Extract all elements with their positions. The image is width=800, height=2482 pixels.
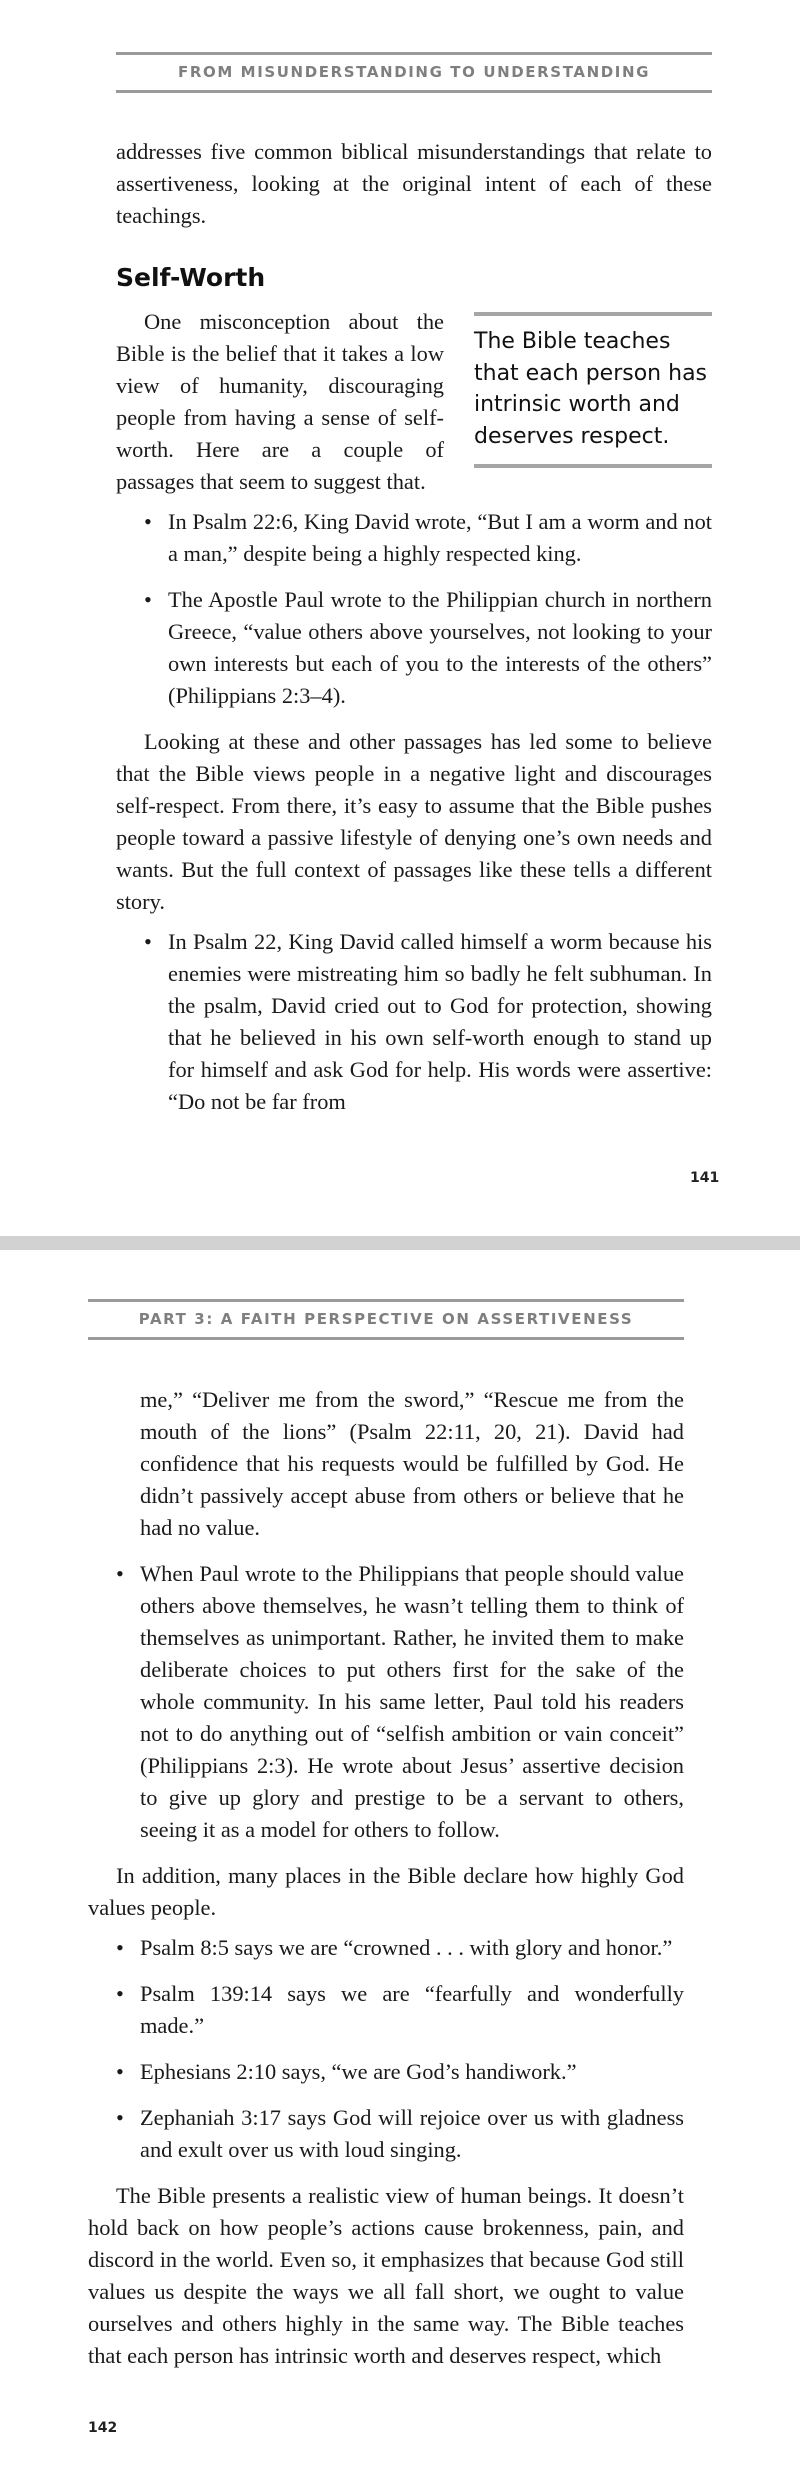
list-item-text: In Psalm 22, King David called himself a worm because his enemies were mistreating him so badly he felt subhuman. In the psalm, David cried out to God for protection, showing that he believed in his own self-worth enough to stand up for himself and ask God for help. His words were assertive: “Do not be far from	[168, 929, 712, 1114]
bullet-list	[88, 1558, 684, 1846]
running-head: FROM MISUNDERSTANDING TO UNDERSTANDING	[116, 52, 712, 93]
page-142	[0, 1250, 800, 2482]
intro-paragraph: addresses five common biblical misunderstandings that relate to assertiveness, looking at the original intent of each of these teachings.	[116, 139, 712, 228]
page-141	[0, 0, 800, 1236]
bullet-list	[116, 506, 712, 712]
list-item	[116, 584, 712, 712]
list-item-text: In Psalm 22:6, King David wrote, “But I am a worm and not a man,” despite being a highly respected king.	[168, 509, 712, 566]
bullet-glyph: •	[144, 587, 152, 612]
list-item	[88, 1978, 684, 2042]
bullet-list	[116, 926, 712, 1118]
bullet-glyph: •	[144, 929, 152, 954]
body-paragraph: In addition, many places in the Bible declare how highly God values people.	[88, 1863, 684, 1920]
list-item-text: Psalm 139:14 says we are “fearfully and wonderfully made.”	[140, 1981, 684, 2038]
running-head: PART 3: A FAITH PERSPECTIVE ON ASSERTIVENESS	[88, 1299, 684, 1340]
list-item	[88, 1932, 684, 1964]
body-paragraph: The Bible presents a realistic view of human beings. It doesn’t hold back on how people’s actions cause brokenness, pain, and discord in the world. Even so, it emphasizes that because God still values us despite the ways we all fall short, we ought to value ourselves and others highly in the same way. The Bible teaches that each person has intrinsic worth and deserves respect, which	[88, 2183, 684, 2368]
page-divider	[0, 1236, 800, 1250]
page-body	[88, 1384, 684, 2372]
page-number: 141	[690, 1170, 720, 1186]
continuation-text: me,” “Deliver me from the sword,” “Rescue me from the mouth of the lions” (Psalm 22:11, 20, 21). David had confidence that his requests would be fulfilled by God. He didn’t passively accept abuse from others or believe that he had no value.	[140, 1387, 684, 1540]
page-body	[116, 136, 712, 1132]
list-item	[88, 1558, 684, 1846]
body-paragraph: Looking at these and other passages has led some to believe that the Bible views people in a negative light and discourages self-respect. From there, it’s easy to assume that the Bible pushes people toward a passive lifestyle of denying one’s own needs and wants. But the full context of passages like these tells a different story.	[116, 729, 712, 914]
section-heading: Self-Worth	[116, 263, 266, 292]
bullet-list	[88, 1932, 684, 2166]
bullet-glyph: •	[116, 1981, 124, 2006]
pull-quote: The Bible teaches that each person has intrinsic worth and deserves respect.	[474, 312, 712, 468]
bullet-glyph: •	[116, 1935, 124, 1960]
bullet-glyph: •	[116, 1561, 124, 1586]
bullet-glyph: •	[144, 509, 152, 534]
page-number: 142	[88, 2420, 118, 2436]
list-item-text: Psalm 8:5 says we are “crowned . . . with glory and honor.”	[140, 1935, 673, 1960]
list-item-text: The Apostle Paul wrote to the Philippian church in northern Greece, “value others above yourselves, not looking to your own interests but each of you to the interests of the others” (Philippians 2:3–4).	[168, 587, 712, 708]
list-item	[116, 506, 712, 570]
list-item-text: Ephesians 2:10 says, “we are God’s handiwork.”	[140, 2059, 577, 2084]
list-item-text: When Paul wrote to the Philippians that people should value others above themselves, he wasn’t telling them to think of themselves as unimportant. Rather, he invited them to make deliberate choices to put others first for the sake of the whole community. In his same letter, Paul told his readers not to do anything out of “selfish ambition or vain conceit” (Philippians 2:3). He wrote about Jesus’ assertive decision to give up glory and prestige to be a servant to others, seeing it as a model for others to follow.	[140, 1561, 684, 1842]
bullet-glyph: •	[116, 2105, 124, 2130]
list-item	[116, 926, 712, 1118]
list-item	[88, 2056, 684, 2088]
body-paragraph: One misconception about the Bible is the belief that it takes a low view of humanity, discouraging people from having a sense of self-worth. Here are a couple of passages that seem to suggest that.	[116, 309, 444, 494]
list-item-text: Zephaniah 3:17 says God will rejoice over us with gladness and exult over us with loud singing.	[140, 2105, 684, 2162]
list-item	[88, 2102, 684, 2166]
bullet-glyph: •	[116, 2059, 124, 2084]
